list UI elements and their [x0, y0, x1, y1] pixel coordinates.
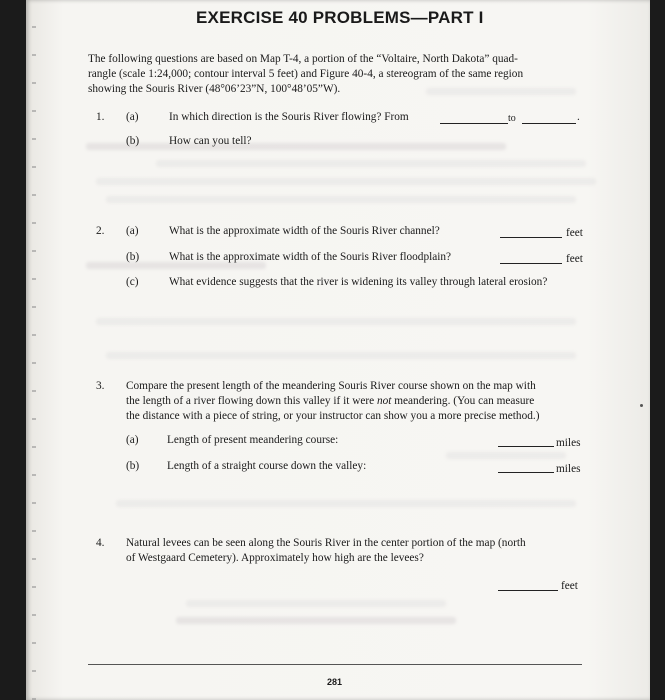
- q1a-from-answer[interactable]: [440, 123, 508, 124]
- q1a-to-label: to: [508, 113, 516, 124]
- q2a-text: What is the approximate width of the Souris River channel?: [169, 225, 440, 237]
- q1-number: 1.: [96, 111, 105, 123]
- intro-line: The following questions are based on Map T-4, a portion of the “Voltaire, North Dakota” quad-: [88, 53, 518, 65]
- q2a-answer[interactable]: [500, 237, 562, 238]
- page-number: 281: [327, 677, 343, 687]
- q2b-unit: feet: [566, 253, 583, 265]
- q1a-label: (a): [126, 111, 139, 123]
- q3-line-part: the length of a river flowing down this valley if it were: [126, 395, 377, 407]
- q3b-unit: miles: [556, 463, 581, 475]
- q1a-text: In which direction is the Souris River flowing? From: [169, 111, 409, 123]
- q3b-label: (b): [126, 460, 140, 472]
- q4-line: Natural levees can be seen along the Souris River in the center portion of the map (north: [126, 537, 526, 549]
- q3b-text: Length of a straight course down the valley:: [167, 460, 367, 472]
- q1b-label: (b): [126, 135, 140, 147]
- q3a-text: Length of present meandering course:: [167, 434, 339, 446]
- q3a-label: (a): [126, 434, 139, 446]
- footer-rule: [88, 664, 582, 665]
- page-title: EXERCISE 40 PROBLEMS—PART I: [196, 8, 484, 27]
- q4-answer[interactable]: [498, 590, 558, 591]
- q3-line: [126, 394, 539, 409]
- intro-line: rangle (scale 1:24,000; contour interval 5 feet) and Figure 40-4, a stereogram of the same region: [88, 68, 524, 80]
- q3a-unit: miles: [556, 437, 581, 449]
- q3-prompt: [126, 379, 539, 424]
- worksheet-page: [26, 0, 650, 700]
- q2a-unit: feet: [566, 227, 583, 239]
- q2c-text: What evidence suggests that the river is widening its valley through lateral erosion?: [169, 276, 548, 288]
- q2c-label: (c): [126, 276, 139, 288]
- q1b-text: How can you tell?: [169, 135, 252, 147]
- q3-line: the distance with a piece of string, or your instructor can show you a more precise method.): [126, 410, 540, 422]
- q3-line: Compare the present length of the meandering Souris River course shown on the map with: [126, 380, 536, 392]
- q1a-to-answer[interactable]: [522, 123, 576, 124]
- intro-paragraph: [88, 52, 523, 97]
- q3-number: 3.: [96, 380, 105, 392]
- intro-line: showing the Souris River (48°06’23”N, 100°48’05”W).: [88, 83, 341, 95]
- q4-number: 4.: [96, 537, 105, 549]
- q3-line-part: meandering. (You can measure: [391, 395, 535, 407]
- q2-number: 2.: [96, 225, 105, 237]
- q2b-label: (b): [126, 251, 140, 263]
- q4-line: of Westgaard Cemetery). Approximately how high are the levees?: [126, 552, 424, 564]
- binding-edge: [32, 0, 36, 700]
- q2a-label: (a): [126, 225, 139, 237]
- q1a-period: .: [577, 111, 580, 123]
- q3-emphasis: not: [376, 395, 392, 407]
- q3b-answer[interactable]: [498, 472, 554, 473]
- q2b-answer[interactable]: [500, 263, 562, 264]
- q3a-answer[interactable]: [498, 446, 554, 447]
- q4-unit: feet: [561, 580, 578, 592]
- paper-speck: [640, 404, 643, 407]
- q2b-text: What is the approximate width of the Souris River floodplain?: [169, 251, 452, 263]
- q4-prompt: [126, 536, 526, 566]
